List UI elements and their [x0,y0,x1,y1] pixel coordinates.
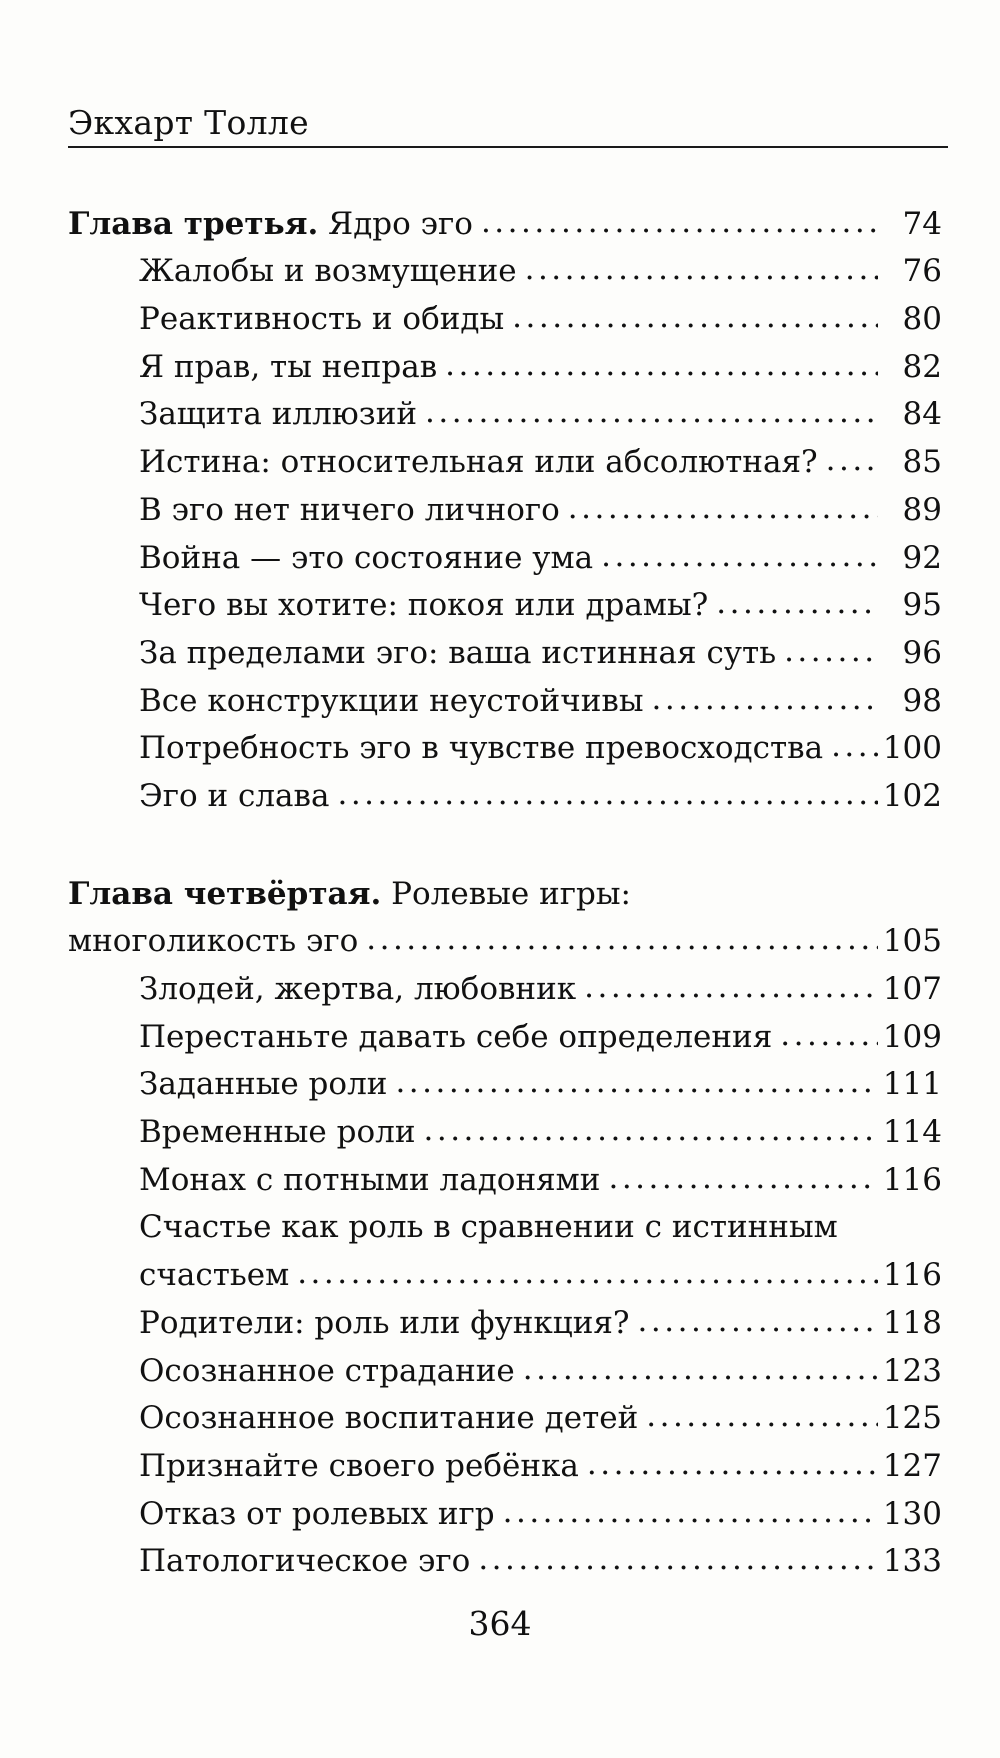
toc-page-number: 133 [882,1543,942,1580]
page-number: 364 [468,1604,532,1643]
dot-leader [523,1351,878,1391]
dot-leader [826,442,878,482]
toc-page-number: 109 [882,1018,942,1055]
toc-entry-title: В эго нет ничего личного [139,491,560,528]
toc-entry [68,1152,942,1200]
toc-page-number: 123 [882,1352,942,1389]
dot-leader [638,1303,878,1343]
dot-leader [568,490,878,530]
toc-entry-title: Отказ от ролевых игр [139,1495,495,1532]
dot-leader [424,1112,879,1152]
dot-leader [831,728,878,768]
toc-page-number: 85 [902,444,942,481]
toc-entry-title: За пределами эго: ваша истинная суть [139,634,777,671]
toc-entry-continuation [68,1247,942,1295]
toc-entry [68,673,942,721]
toc-entry-title [68,874,639,914]
toc-page-number: 105 [882,923,942,960]
dot-leader [512,299,878,339]
chapter-label: Глава третья. [68,205,319,242]
toc-entry [68,625,942,673]
toc-entry [68,1200,942,1248]
dot-leader [784,633,878,673]
toc-page-number: 98 [902,682,942,719]
toc-entry-title: Чего вы хотите: покоя или драмы? [139,587,709,624]
toc-entry [68,721,942,769]
toc-page-number: 118 [882,1304,942,1341]
dot-leader [337,776,878,816]
toc-entry [68,1295,942,1343]
toc-entry-title: Заданные роли [139,1066,388,1103]
toc-entry-title: Война — это состояние ума [139,539,594,576]
toc-entry [68,434,942,482]
toc-entry [68,482,942,530]
toc-page-number: 96 [902,634,942,671]
toc-entry [68,1534,942,1582]
toc-entry-title: Патологическое эго [139,1543,471,1580]
toc-entry [68,291,942,339]
toc-entry-title: Осознанное страдание [139,1352,515,1389]
toc-entry-title: Эго и слава [139,777,330,814]
toc-entry-title: Счастье как роль в сравнении с истинным [139,1209,838,1246]
toc-entry-title: Временные роли [139,1114,416,1151]
toc-entry-title: многоликость эго [68,923,359,960]
toc-page-number: 76 [902,253,942,290]
toc-page-number: 84 [902,396,942,433]
toc-page-number: 116 [882,1161,942,1198]
toc-entry [68,961,942,1009]
toc-entry-title: Осознанное воспитание детей [139,1400,639,1437]
chapter-label: Глава четвёртая. [68,875,382,912]
toc-entry [68,339,942,387]
toc-entry [68,244,942,292]
toc-entry-title: Перестаньте давать себе определения [139,1018,773,1055]
running-header [68,96,948,148]
toc-page-number: 74 [902,205,942,242]
toc-entry-title: Истина: относительная или абсолютная? [139,444,818,481]
toc-entry-title: Все конструкции неустойчивы [139,682,644,719]
dot-leader [646,1398,878,1438]
dot-leader [481,204,878,244]
section-gap [68,816,942,866]
author-name: Экхарт Толле [68,103,309,142]
toc-entry [68,1057,942,1105]
toc-entry [68,1486,942,1534]
chapter-title: Ролевые игры: [381,875,631,912]
toc-entry-title: Признайте своего ребёнка [139,1447,579,1484]
dot-leader [608,1160,878,1200]
dot-leader [425,394,878,434]
toc-page-number: 130 [882,1495,942,1532]
dot-leader [587,1446,878,1486]
toc-entry-title: Я прав, ты неправ [139,348,438,385]
dot-leader [445,347,878,387]
toc-chapter-4-continuation [68,914,942,962]
table-of-contents [68,196,942,1581]
dot-leader [716,585,878,625]
toc-chapter-3 [68,196,942,244]
toc-page-number: 89 [902,491,942,528]
toc-entry-title: Жалобы и возмущение [139,253,517,290]
toc-entry [68,387,942,435]
toc-page-number: 92 [902,539,942,576]
dot-leader [780,1017,878,1057]
toc-page-number: 127 [882,1447,942,1484]
toc-page-number: 95 [902,587,942,624]
toc-page-number: 100 [882,730,942,767]
toc-entry-title: счастьем [139,1257,290,1294]
toc-entry-title: Монах с потными ладонями [139,1161,601,1198]
dot-leader [478,1541,878,1581]
toc-entry [68,1343,942,1391]
toc-page-number: 82 [902,348,942,385]
dot-leader [395,1064,878,1104]
dot-leader [366,921,878,961]
toc-page-number: 111 [882,1066,942,1103]
toc-chapter-4 [68,866,942,914]
toc-page-number: 116 [882,1257,942,1294]
toc-page-number: 80 [902,301,942,338]
dot-leader [503,1494,878,1534]
toc-entry [68,768,942,816]
toc-page-number: 125 [882,1400,942,1437]
toc-entry-title: Реактивность и обиды [139,301,505,338]
toc-entry [68,1009,942,1057]
toc-entry-title: Родители: роль или функция? [139,1304,630,1341]
dot-leader [525,251,878,291]
toc-page-number: 114 [882,1114,942,1151]
toc-entry [68,1391,942,1439]
toc-entry-title: Защита иллюзий [139,396,418,433]
dot-leader [584,969,878,1009]
toc-entry-title: Потребность эго в чувстве превосходства [139,730,824,767]
toc-entry [68,1438,942,1486]
toc-entry-title [68,204,481,244]
dot-leader [652,681,879,721]
toc-entry [68,578,942,626]
toc-page-number: 107 [882,971,942,1007]
dot-leader [297,1255,878,1295]
toc-entry-title: Злодей, жертва, любовник [139,971,577,1007]
toc-page-number: 102 [882,777,942,814]
chapter-title: Ядро эго [318,205,473,242]
dot-leader [601,538,878,578]
toc-entry [68,1104,942,1152]
toc-entry [68,530,942,578]
